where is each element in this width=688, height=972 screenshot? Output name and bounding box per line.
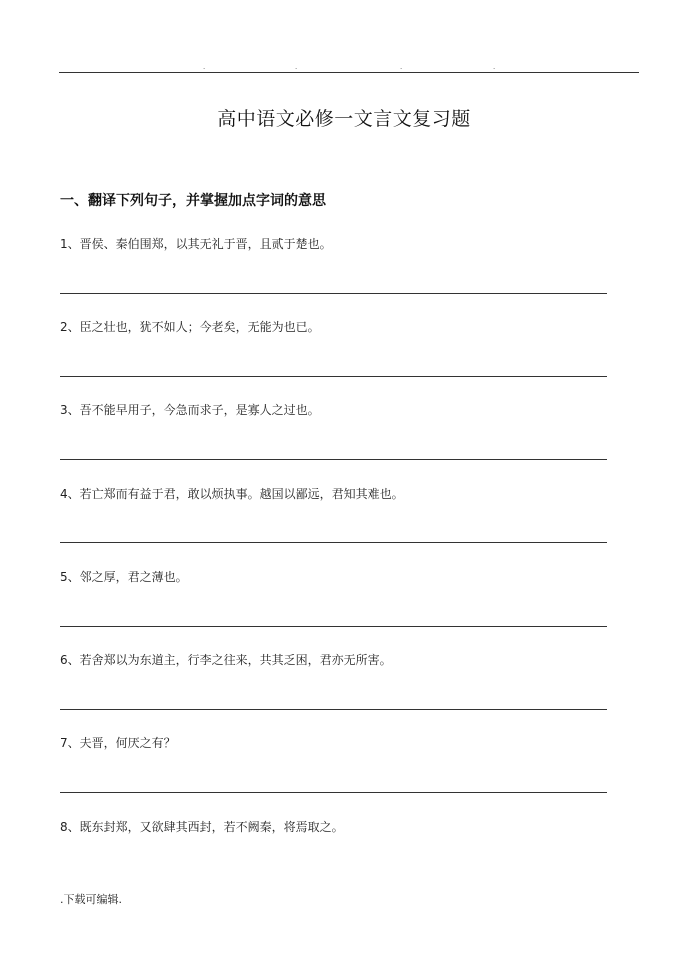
answer-line-1[interactable]	[60, 293, 607, 294]
answer-line-3[interactable]	[60, 459, 607, 460]
question-3: 3、吾不能早用子，今急而求子，是寡人之过也。	[60, 403, 320, 417]
footer-note: .下载可编辑.	[60, 893, 122, 906]
header-rule	[59, 72, 639, 73]
answer-line-2[interactable]	[60, 376, 607, 377]
question-7: 7、夫晋，何厌之有？	[60, 736, 176, 750]
answer-line-4[interactable]	[60, 542, 607, 543]
header-dot: .	[295, 63, 298, 71]
question-6: 6、若舍郑以为东道主，行李之往来，共其乏困，君亦无所害。	[60, 653, 392, 667]
page-title: 高中语文必修一文言文复习题	[217, 108, 471, 130]
answer-line-7[interactable]	[60, 792, 607, 793]
answer-line-5[interactable]	[60, 626, 607, 627]
header-dot: .	[400, 63, 403, 71]
question-8: 8、既东封郑，又欲肆其西封，若不阙秦，将焉取之。	[60, 820, 344, 834]
header-dot: .	[203, 63, 206, 71]
section-heading: 一、翻译下列句子，并掌握加点字词的意思	[60, 193, 326, 209]
answer-line-6[interactable]	[60, 709, 607, 710]
question-1: 1、晋侯、秦伯围郑，以其无礼于晋，且贰于楚也。	[60, 237, 332, 251]
question-5: 5、邻之厚，君之薄也。	[60, 570, 188, 584]
question-2: 2、臣之壮也，犹不如人；今老矣，无能为也已。	[60, 320, 320, 334]
header-dot: .	[493, 63, 496, 71]
question-4: 4、若亡郑而有益于君，敢以烦执事。越国以鄙远，君知其难也。	[60, 487, 404, 501]
